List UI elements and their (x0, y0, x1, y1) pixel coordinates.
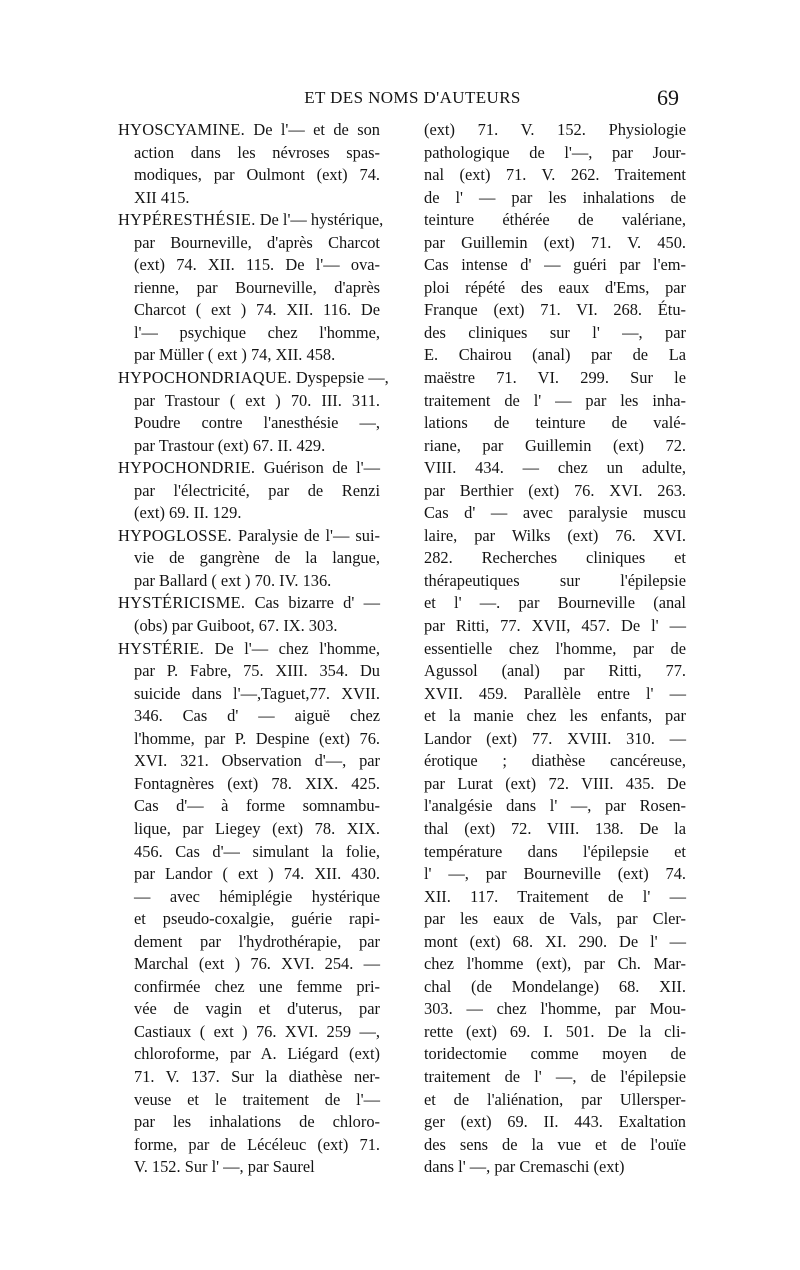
entry-headword: HYOSCYAMINE. (118, 120, 245, 139)
entry-text: De l'— chez l'homme, (204, 638, 380, 658)
entry-headword: HYSTÉRIE. (118, 638, 205, 658)
entry-text: 346. Cas d' — aiguë chez (134, 706, 380, 726)
entry-text: par l'électricité, par de Renzi (134, 480, 380, 500)
entry-text: De l'— et de son (245, 120, 380, 139)
entry-line: ger (ext) 69. II. 443. Exaltation (424, 1112, 686, 1132)
entry-text: action dans les névroses spas- (134, 142, 380, 162)
entry-line (118, 1043, 380, 1066)
entry-line (118, 886, 380, 909)
entry-line (118, 683, 380, 706)
entry-text: (obs) par Guiboot, 67. IX. 303. (134, 616, 338, 636)
entry-line (118, 164, 380, 187)
entry-text: Castiaux ( ext ) 76. XVI. 259 —, (134, 1021, 380, 1041)
entry-line (118, 1066, 380, 1089)
entry-line: chal (de Mondelange) 68. XII. (424, 976, 686, 996)
entry-line (118, 277, 380, 300)
entry-line (118, 232, 380, 255)
entry-text: Guérison de l'— (255, 458, 380, 478)
entry-text: Poudre contre l'anesthésie —, (134, 413, 380, 433)
entry-text: veuse et le traitement de l'— (134, 1089, 380, 1109)
entry-line (118, 119, 380, 142)
entry-text: suicide dans l'—,Taguet,77. XVII. (134, 683, 380, 703)
entry-text: Fontagnères (ext) 78. XIX. 425. (134, 773, 380, 793)
entry-headword: HYPOCHONDRIAQUE. (118, 368, 292, 388)
entry-line (118, 592, 380, 615)
entry-line: lations de teinture de valé- (424, 413, 686, 433)
entry-line (118, 638, 380, 661)
entry-text: Marchal (ext ) 76. XVI. 254. — (134, 954, 380, 974)
entry-text: par Trastour (ext) 67. II. 429. (134, 435, 326, 455)
entry-line: essentielle chez l'homme, par de (424, 638, 686, 658)
entry-line: VIII. 434. — chez un adulte, (424, 458, 686, 478)
entry-headword: HYPOGLOSSE. (118, 525, 232, 545)
entry-line: riane, par Guillemin (ext) 72. (424, 435, 686, 455)
entry-headword: HYPÉRESTHÉSIE. (118, 210, 256, 230)
entry-line (118, 390, 380, 413)
page-number: 69 (657, 85, 679, 110)
entry-text: par Müller ( ext ) 74, XII. 458. (134, 345, 336, 365)
entry-line: 282. Recherches cliniques et (424, 548, 686, 568)
entry-text: Dyspepsie —, (291, 368, 389, 388)
entry-line: E. Chairou (anal) par de La (424, 345, 686, 365)
entry-line (118, 322, 380, 345)
entry-text: 456. Cas d'— simulant la folie, (134, 841, 380, 861)
entry-line (118, 480, 380, 503)
entry-line (118, 818, 380, 841)
entry-line (118, 435, 380, 458)
entry-line (118, 841, 380, 864)
entry-line (118, 795, 380, 818)
entry-line: par Lurat (ext) 72. VIII. 435. De (424, 773, 686, 793)
entry-line: nal (ext) 71. V. 262. Traitement (424, 165, 686, 185)
entry-line: Cas d' — avec paralysie muscu (424, 503, 686, 523)
entry-line: rette (ext) 69. I. 501. De la cli- (424, 1021, 686, 1041)
entry-text: rienne, par Bourneville, d'après (134, 277, 380, 297)
entry-text: — avec hémiplégie hystérique (134, 886, 380, 906)
entry-text: De l'— hystérique, (255, 210, 384, 230)
entry-line: XII. 117. Traitement de l' — (424, 886, 686, 906)
entry-line (118, 660, 380, 683)
entry-line: mont (ext) 68. XI. 290. De l' — (424, 931, 686, 951)
entry-line (118, 367, 389, 390)
entry-line (118, 750, 380, 773)
entry-text: Cas d'— à forme somnambu- (134, 796, 380, 816)
entry-line (118, 344, 380, 367)
entry-text: par P. Fabre, 75. XIII. 354. Du (134, 661, 380, 681)
entry-line: 303. — chez l'homme, par Mou- (424, 999, 686, 1019)
entry-text: Paralysie de l'— sui- (231, 525, 380, 545)
entry-line: Agussol (anal) par Ritti, 77. (424, 661, 686, 681)
entry-line: température dans l'épilepsie et (424, 841, 686, 861)
entry-text: lique, par Liegey (ext) 78. XIX. (134, 818, 380, 838)
entry-line (118, 1156, 380, 1179)
entry-text: par Trastour ( ext ) 70. III. 311. (134, 390, 380, 410)
entry-line (118, 412, 380, 435)
entry-text: et pseudo-coxalgie, guérie rapi- (134, 909, 380, 929)
running-head-title: ET DES NOMS D'AUTEURS (304, 88, 521, 107)
entry-line: par Guillemin (ext) 71. V. 450. (424, 232, 686, 252)
entry-line: des cliniques sur l' —, par (424, 322, 686, 342)
entry-line: pathologique de l'—, par Jour- (424, 142, 686, 162)
entry-line: teinture éthérée de valériane, (424, 210, 686, 230)
entry-headword: HYSTÉRICISME. (118, 593, 246, 613)
entry-line: chez l'homme (ext), par Ch. Mar- (424, 954, 686, 974)
entry-text: XII 415. (134, 187, 190, 207)
entry-line (118, 187, 380, 210)
entry-line: ploi répété des eaux d'Ems, par (424, 277, 686, 297)
entry-text: (ext) 74. XII. 115. De l'— ova- (134, 255, 380, 275)
entry-line (118, 976, 380, 999)
entry-line: Cas intense d' — guéri par l'em- (424, 255, 686, 275)
entry-line (118, 457, 380, 480)
left-column (118, 119, 389, 1179)
entry-line (118, 525, 380, 548)
entry-line: érotique ; diathèse cancéreuse, (424, 751, 686, 771)
entry-line (118, 547, 380, 570)
entry-text: modiques, par Oulmont (ext) 74. (134, 165, 380, 185)
entry-text: 71. V. 137. Sur la diathèse ner- (134, 1066, 380, 1086)
entry-line (118, 908, 380, 931)
right-column (424, 119, 686, 1179)
entry-text: vie de gangrène de la langue, (134, 548, 380, 568)
entry-text: V. 152. Sur l' —, par Saurel (134, 1157, 315, 1177)
entry-line: l' —, par Bourneville (ext) 74. (424, 864, 686, 884)
entry-line (118, 705, 380, 728)
entry-line (118, 299, 380, 322)
entry-text: Cas bizarre d' — (245, 593, 380, 613)
entry-line: thérapeutiques sur l'épilepsie (424, 570, 686, 590)
entry-line (118, 931, 380, 954)
entry-text: confirmée chez une femme pri- (134, 976, 380, 996)
entry-headword: HYPOCHONDRIE. (118, 458, 256, 478)
entry-text: chloroforme, par A. Liégard (ext) (134, 1044, 380, 1064)
entry-line: et de l'aliénation, par Ullersper- (424, 1089, 686, 1109)
entry-line: Franque (ext) 71. VI. 268. Étu- (424, 300, 686, 320)
entry-line (118, 863, 380, 886)
entry-line: par Ritti, 77. XVII, 457. De l' — (424, 616, 686, 636)
entry-text: par Landor ( ext ) 74. XII. 430. (134, 864, 380, 884)
entry-line (118, 998, 380, 1021)
entry-line (118, 142, 380, 165)
entry-text: (ext) 69. II. 129. (134, 503, 242, 523)
entry-line: par les eaux de Vals, par Cler- (424, 909, 686, 929)
entry-line: toridectomie comme moyen de (424, 1044, 686, 1064)
entry-line (118, 502, 380, 525)
entry-text: par Ballard ( ext ) 70. IV. 136. (134, 570, 332, 590)
entry-line: Landor (ext) 77. XVIII. 310. — (424, 728, 686, 748)
entry-line: XVII. 459. Parallèle entre l' — (424, 683, 686, 703)
entry-line: laire, par Wilks (ext) 76. XVI. (424, 525, 686, 545)
entry-line (118, 570, 380, 593)
entry-line: traitement de l' —, de l'épilepsie (424, 1066, 686, 1086)
entry-line (118, 254, 380, 277)
entry-line: de l' — par les inhalations de (424, 187, 686, 207)
entry-text: par Bourneville, d'après Charcot (134, 232, 380, 252)
entry-text: vée de vagin et d'uterus, par (134, 999, 380, 1019)
entry-line (118, 1111, 380, 1134)
entry-line (118, 728, 380, 751)
entry-text: l'homme, par P. Despine (ext) 76. (134, 728, 380, 748)
entry-line (118, 953, 380, 976)
entry-line: dans l' —, par Cremaschi (ext) (424, 1157, 625, 1177)
entry-text: par les inhalations de chloro- (134, 1112, 380, 1132)
entry-line: l'analgésie dans l' —, par Rosen- (424, 796, 686, 816)
entry-line: thal (ext) 72. VIII. 138. De la (424, 818, 686, 838)
entry-line (118, 209, 384, 232)
entry-text: Charcot ( ext ) 74. XII. 116. De (134, 300, 380, 320)
entry-line: des sens de la vue et de l'ouïe (424, 1134, 686, 1154)
entry-line (118, 1021, 380, 1044)
entry-line (118, 1134, 380, 1157)
entry-line: et la manie chez les enfants, par (424, 706, 686, 726)
entry-line: traitement de l' — par les inha- (424, 390, 686, 410)
entry-line (118, 615, 380, 638)
entry-line: et l' —. par Bourneville (anal (424, 593, 686, 613)
entry-line (118, 1089, 380, 1112)
entry-text: dement par l'hydrothérapie, par (134, 931, 380, 951)
entry-line (118, 773, 380, 796)
entry-line: (ext) 71. V. 152. Physiologie (424, 120, 686, 139)
entry-text: l'— psychique chez l'homme, (134, 322, 380, 342)
running-header (140, 85, 685, 116)
entry-line: par Berthier (ext) 76. XVI. 263. (424, 480, 686, 500)
entry-text: XVI. 321. Observation d'—, par (134, 751, 380, 771)
entry-line: maëstre 71. VI. 299. Sur le (424, 368, 686, 388)
entry-text: forme, par de Lécéleuc (ext) 71. (134, 1134, 380, 1154)
